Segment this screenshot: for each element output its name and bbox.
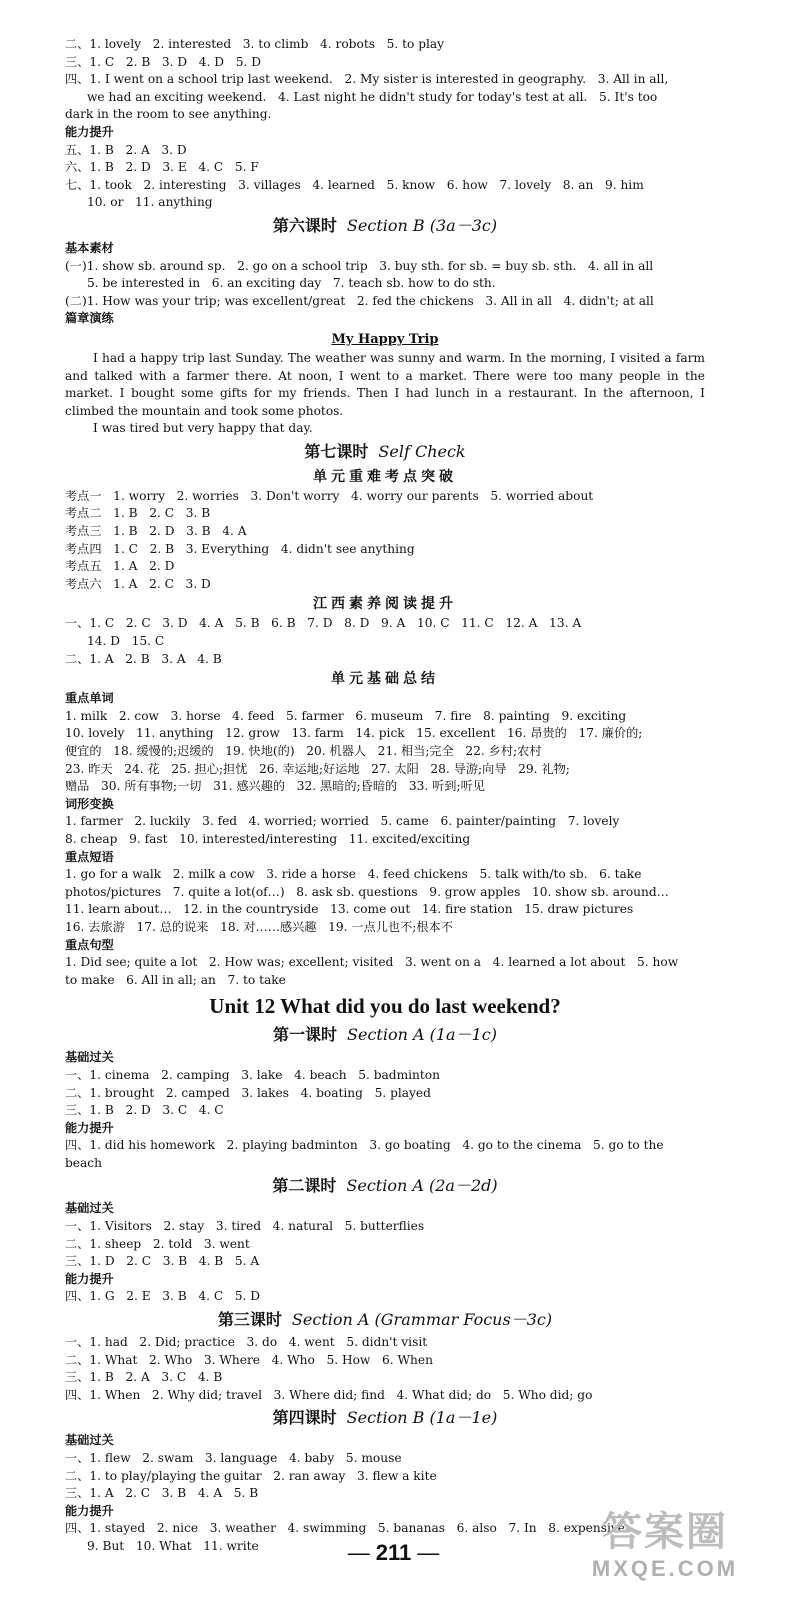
- watermark-domain: MXQE.COM: [591, 1556, 739, 1581]
- section-heading: 能力提升: [65, 1120, 114, 1135]
- answer-line: 14. D 15. C: [87, 634, 165, 649]
- section-heading: 能力提升: [65, 1271, 114, 1286]
- answer-line: 16. 去旅游 17. 总的说来 18. 对……感兴趣 19. 一点儿也不;根本不: [65, 919, 453, 934]
- section-heading: 重点句型: [65, 937, 114, 952]
- answer-line: 1. Did see; quite a lot 2. How was; excellent; visited 3. went on a 4. learned a lot about 5. how: [65, 955, 679, 970]
- section-heading: 基础过关: [65, 1433, 114, 1448]
- answer-line: 考点二 1. B 2. C 3. B: [65, 506, 211, 521]
- answer-line: 1. farmer 2. luckily 3. fed 4. worried; worried 5. came 6. painter/painting 7. lovely: [65, 814, 620, 829]
- lesson-title-en: Section B (1a－1e): [346, 1408, 498, 1428]
- answer-line: dark in the room to see anything.: [65, 107, 272, 122]
- section-heading: 基础过关: [65, 1201, 114, 1216]
- unit-banner-heading: 单元基础总结: [331, 671, 439, 688]
- answer-line: 10. lovely 11. anything 12. grow 13. farm 14. pick 15. excellent 16. 昂贵的 17. 廉价的;: [65, 726, 643, 741]
- lesson-heading: [65, 1405, 705, 1431]
- answer-line: 1. go for a walk 2. milk a cow 3. ride a horse 4. feed chickens 5. talk with/to sb. 6. take: [65, 867, 642, 882]
- answer-line: 六、1. B 2. D 3. E 4. C 5. F: [65, 160, 259, 175]
- section-heading: 篇章演练: [65, 311, 114, 326]
- answer-line: 9. But 10. What 11. write: [87, 1538, 259, 1553]
- lesson-title-zh: 第二课时: [272, 1176, 337, 1196]
- answer-line: 5. be interested in 6. an exciting day 7. teach sb. how to do sth.: [87, 276, 496, 291]
- answer-line: 考点一 1. worry 2. worries 3. Don't worry 4. worry our parents 5. worried about: [65, 488, 594, 503]
- essay-paragraph: I had a happy trip last Sunday. The weather was sunny and warm. In the morning, I visited a farm and talked with a farmer there. At noon, I went to a market. There were too many people in the market. I bought some gifts for my friends. Then I had lunch in a restaurant. In the afternoon, I climbed the mountain and took some photos.: [65, 350, 705, 418]
- section-heading: 基础过关: [65, 1050, 114, 1065]
- answer-line: 三、1. D 2. C 3. B 4. B 5. A: [65, 1254, 260, 1269]
- lesson-title-en: Section A (2a－2d): [346, 1176, 498, 1196]
- section-heading: 基本素材: [65, 240, 114, 255]
- lesson-title-zh: 第三课时: [217, 1310, 282, 1330]
- answer-line: 一、1. C 2. C 3. D 4. A 5. B 6. B 7. D 8. D 9. A 10. C 11. C 12. A 13. A: [65, 616, 582, 631]
- answer-line: photos/pictures 7. quite a lot(of…) 8. ask sb. questions 9. grow apples 10. show sb. around…: [65, 884, 669, 899]
- section-heading: 能力提升: [65, 1503, 114, 1518]
- section-heading: 重点单词: [65, 691, 114, 706]
- answer-line: 一、1. had 2. Did; practice 3. do 4. went 5. didn't visit: [65, 1335, 428, 1350]
- lesson-heading: [65, 1173, 705, 1199]
- watermark-logo-text: 答案圈: [602, 1509, 728, 1555]
- answer-line: 10. or 11. anything: [87, 195, 213, 210]
- page-number-value: 211: [375, 1540, 412, 1565]
- answer-line: 三、1. B 2. D 3. C 4. C: [65, 1103, 224, 1118]
- answer-line: 1. milk 2. cow 3. horse 4. feed 5. farmer 6. museum 7. fire 8. painting 9. exciting: [65, 708, 627, 723]
- answer-line: 二、1. lovely 2. interested 3. to climb 4. robots 5. to play: [65, 37, 445, 51]
- lesson-heading: [65, 213, 705, 239]
- answer-line: 四、1. did his homework 2. playing badminton 3. go boating 4. go to the cinema 5. go to the: [65, 1138, 664, 1153]
- lesson-title-en: Self Check: [378, 441, 466, 461]
- answer-line: (一)1. show sb. around sp. 2. go on a school trip 3. buy sth. for sb. = buy sb. sth. 4. all in all: [65, 258, 654, 273]
- lesson-heading: [65, 439, 705, 465]
- answer-line: 一、1. Visitors 2. stay 3. tired 4. natural 5. butterflies: [65, 1219, 425, 1234]
- answer-line: 考点三 1. B 2. D 3. B 4. A: [65, 524, 247, 539]
- answer-line: 三、1. C 2. B 3. D 4. D 5. D: [65, 54, 261, 69]
- answer-line: 一、1. cinema 2. camping 3. lake 4. beach 5. badminton: [65, 1067, 440, 1082]
- section-heading: 能力提升: [65, 124, 114, 139]
- answer-line: 二、1. brought 2. camped 3. lakes 4. boating 5. played: [65, 1085, 431, 1100]
- lesson-title-zh: 第四课时: [272, 1408, 337, 1428]
- answer-line: 四、1. When 2. Why did; travel 3. Where did; find 4. What did; do 5. Who did; go: [65, 1387, 593, 1402]
- answer-line: 11. learn about… 12. in the countryside 13. come out 14. fire station 15. draw pictures: [65, 902, 634, 917]
- answer-line: 考点六 1. A 2. C 3. D: [65, 576, 211, 591]
- answer-line: 便宜的 18. 缓慢的;迟缓的 19. 快地(的) 20. 机器人 21. 相当;完全 22. 乡村;农村: [65, 744, 542, 758]
- lesson-heading: [65, 1022, 705, 1048]
- lesson-title-zh: 第一课时: [273, 1025, 338, 1045]
- answer-line: 考点五 1. A 2. D: [65, 559, 175, 574]
- essay-title: My Happy Trip: [331, 331, 439, 347]
- answer-key-page: [65, 36, 705, 1556]
- section-heading: 词形变换: [65, 796, 114, 811]
- unit-banner-heading: 单元重难考点突破: [313, 468, 457, 485]
- lesson-title-zh: 第六课时: [272, 215, 337, 235]
- lesson-title-zh: 第七课时: [304, 441, 369, 461]
- answer-line: 四、1. I went on a school trip last weekend. 2. My sister is interested in geography. 3. All in all,: [65, 72, 669, 87]
- answer-line: we had an exciting weekend. 4. Last night he didn't study for today's test at all. 5. It's too: [87, 89, 658, 104]
- answer-line: 五、1. B 2. A 3. D: [65, 142, 187, 157]
- answer-line: 三、1. A 2. C 3. B 4. A 5. B: [65, 1486, 259, 1501]
- page-dash-right: —: [417, 1540, 440, 1565]
- answer-line: 二、1. sheep 2. told 3. went: [65, 1236, 250, 1251]
- answer-line: beach: [65, 1155, 102, 1170]
- lesson-heading: [65, 1307, 705, 1333]
- unit-banner-heading: 江西素养阅读提升: [313, 596, 457, 613]
- answer-line: 三、1. B 2. A 3. C 4. B: [65, 1370, 223, 1385]
- lesson-title-en: Section A (1a－1c): [347, 1025, 497, 1045]
- answer-line: 23. 昨天 24. 花 25. 担心;担忧 26. 幸运地;好运地 27. 太阳 28. 导游;向导 29. 礼物;: [65, 761, 570, 776]
- site-watermark: [560, 1500, 770, 1590]
- lesson-title-en: Section A (Grammar Focus－3c): [291, 1310, 553, 1330]
- answer-line: 二、1. What 2. Who 3. Where 4. Who 5. How 6. When: [65, 1352, 433, 1367]
- answer-line: 一、1. flew 2. swam 3. language 4. baby 5. mouse: [65, 1451, 402, 1465]
- answer-line: 二、1. to play/playing the guitar 2. ran away 3. flew a kite: [65, 1468, 437, 1483]
- answer-line: 四、1. G 2. E 3. B 4. C 5. D: [65, 1289, 261, 1304]
- essay-paragraph: I was tired but very happy that day.: [93, 421, 313, 436]
- answer-line: 七、1. took 2. interesting 3. villages 4. learned 5. know 6. how 7. lovely 8. an 9. him: [65, 177, 644, 192]
- page-dash-left: —: [347, 1540, 370, 1565]
- answer-line: 赠品 30. 所有事物;一切 31. 感兴趣的 32. 黑暗的;昏暗的 33. 听到;听见: [65, 779, 485, 794]
- answer-line: 8. cheap 9. fast 10. interested/interesting 11. excited/exciting: [65, 831, 471, 846]
- answer-line: 考点四 1. C 2. B 3. Everything 4. didn't see anything: [65, 541, 415, 556]
- answer-line: to make 6. All in all; an 7. to take: [65, 972, 286, 987]
- answer-line: (二)1. How was your trip; was excellent/great 2. fed the chickens 3. All in all 4. didn't; at all: [65, 293, 654, 308]
- answer-line: 四、1. stayed 2. nice 3. weather 4. swimming 5. bananas 6. also 7. In 8. expensive: [65, 1521, 625, 1536]
- section-heading: 重点短语: [65, 849, 114, 864]
- unit-title: Unit 12 What did you do last weekend?: [209, 994, 561, 1019]
- lesson-title-en: Section B (3a－3c): [346, 215, 498, 235]
- answer-line: 二、1. A 2. B 3. A 4. B: [65, 651, 222, 666]
